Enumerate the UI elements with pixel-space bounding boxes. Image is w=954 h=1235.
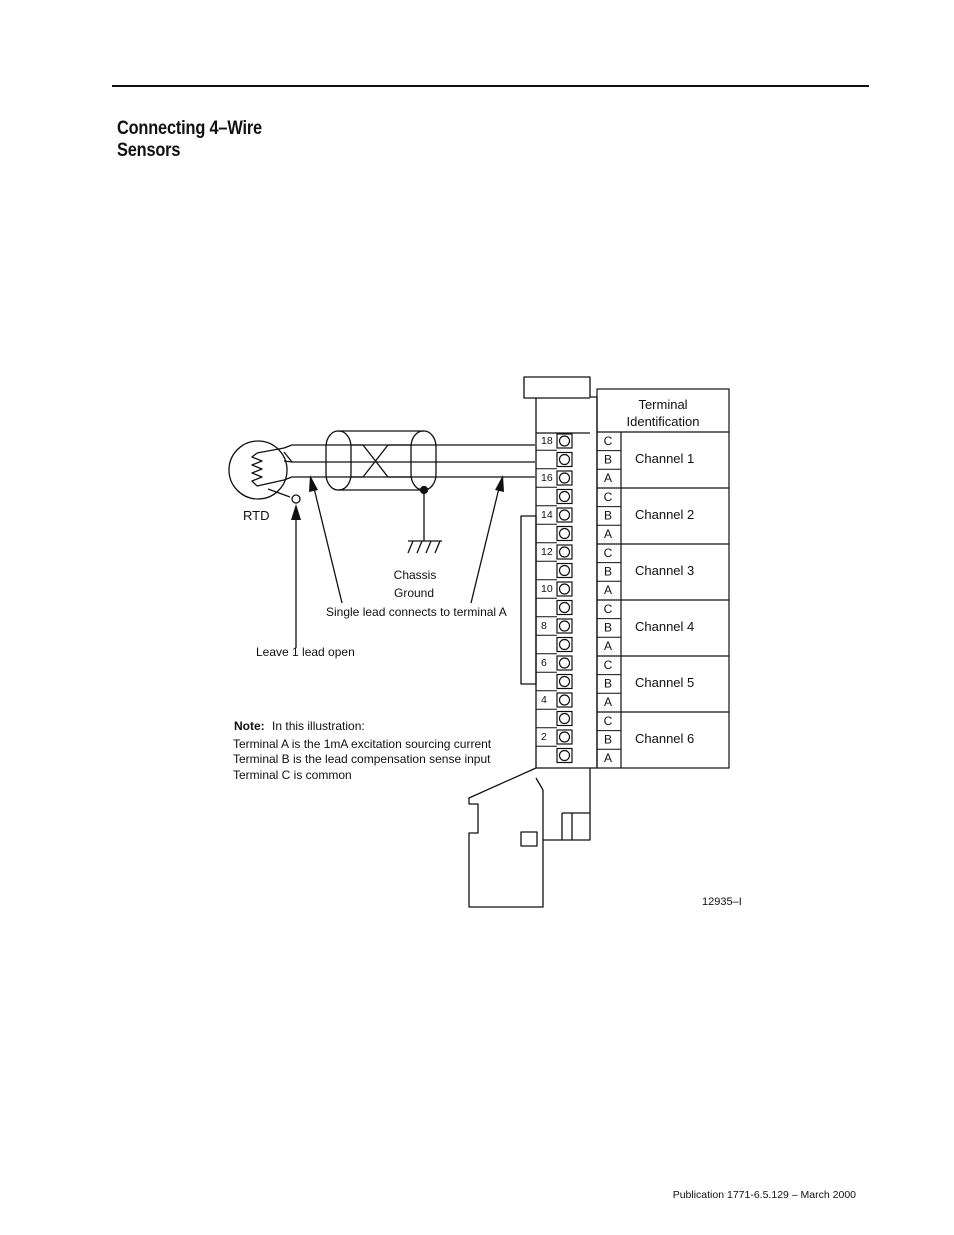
terminal-number: 6 [541, 657, 547, 669]
module-slot [521, 832, 537, 846]
table-header-line-1: Terminal [638, 397, 688, 412]
terminal-number: 8 [541, 620, 547, 632]
channel-label: Channel 3 [635, 563, 695, 578]
module-latch [521, 516, 536, 684]
figure-id: 12935–I [702, 896, 742, 908]
terminal-identification-table [597, 389, 729, 768]
terminal-letter: C [603, 490, 613, 504]
terminal-number: 10 [541, 583, 553, 595]
terminal-number: 2 [541, 731, 547, 743]
channel-label: Channel 5 [635, 675, 695, 690]
module-housing [469, 377, 597, 907]
terminal-letter: B [603, 620, 613, 635]
note-intro: In this illustration: [272, 719, 365, 733]
channel-label: Channel 1 [635, 451, 695, 466]
terminal-letter: C [603, 714, 613, 728]
open-lead-end [292, 495, 300, 503]
terminal-letter: C [603, 602, 613, 616]
channel-label: Channel 6 [635, 731, 695, 746]
terminal-letter: B [603, 676, 613, 691]
terminal-number: 12 [541, 546, 553, 558]
table-header-line-2: Identification [626, 414, 700, 429]
channel-label: Channel 4 [635, 619, 695, 634]
channel-label: Channel 2 [635, 507, 695, 522]
shield-left [326, 431, 351, 490]
terminal-letter: B [603, 452, 613, 467]
section-title-line-2: Sensors [117, 140, 181, 161]
terminal-letter: A [603, 583, 613, 598]
terminal-letter: C [603, 434, 613, 448]
chassis-label: Chassis [393, 568, 437, 582]
terminal-letter: B [603, 732, 613, 747]
page-footer [673, 1189, 856, 1201]
rtd-resistor-icon [252, 453, 262, 486]
terminal-letter: C [603, 658, 613, 672]
terminal-letter: C [603, 546, 613, 560]
note-line: Terminal C is common [233, 768, 352, 782]
note-line: Terminal A is the 1mA excitation sourcing current [233, 737, 492, 751]
terminal-number: 16 [541, 472, 553, 484]
ground-label: Ground [393, 586, 435, 600]
note-heading [234, 719, 365, 733]
note-line: Terminal B is the lead compensation sense input [233, 752, 491, 766]
terminal-number: 18 [541, 435, 553, 447]
note-bold: Note: [234, 719, 265, 733]
rtd-label: RTD [243, 508, 270, 523]
terminal-numbers [541, 435, 553, 743]
terminal-letter: A [603, 751, 613, 766]
single-lead-label: Single lead connects to terminal A [326, 605, 507, 619]
shield-right [411, 431, 436, 490]
terminal-letter: B [603, 508, 613, 523]
terminal-letter: A [603, 639, 613, 654]
terminal-letter: A [603, 471, 613, 486]
terminal-letter: A [603, 527, 613, 542]
terminal-number: 14 [541, 509, 553, 521]
section-title-line-1: Connecting 4–Wire [117, 118, 262, 139]
publication-info: Publication 1771-6.5.129 – March 2000 [672, 1189, 856, 1201]
terminal-number: 4 [541, 694, 547, 706]
leave-open-label: Leave 1 lead open [256, 645, 355, 659]
terminal-letter: A [603, 695, 613, 710]
terminal-letter: B [603, 564, 613, 579]
